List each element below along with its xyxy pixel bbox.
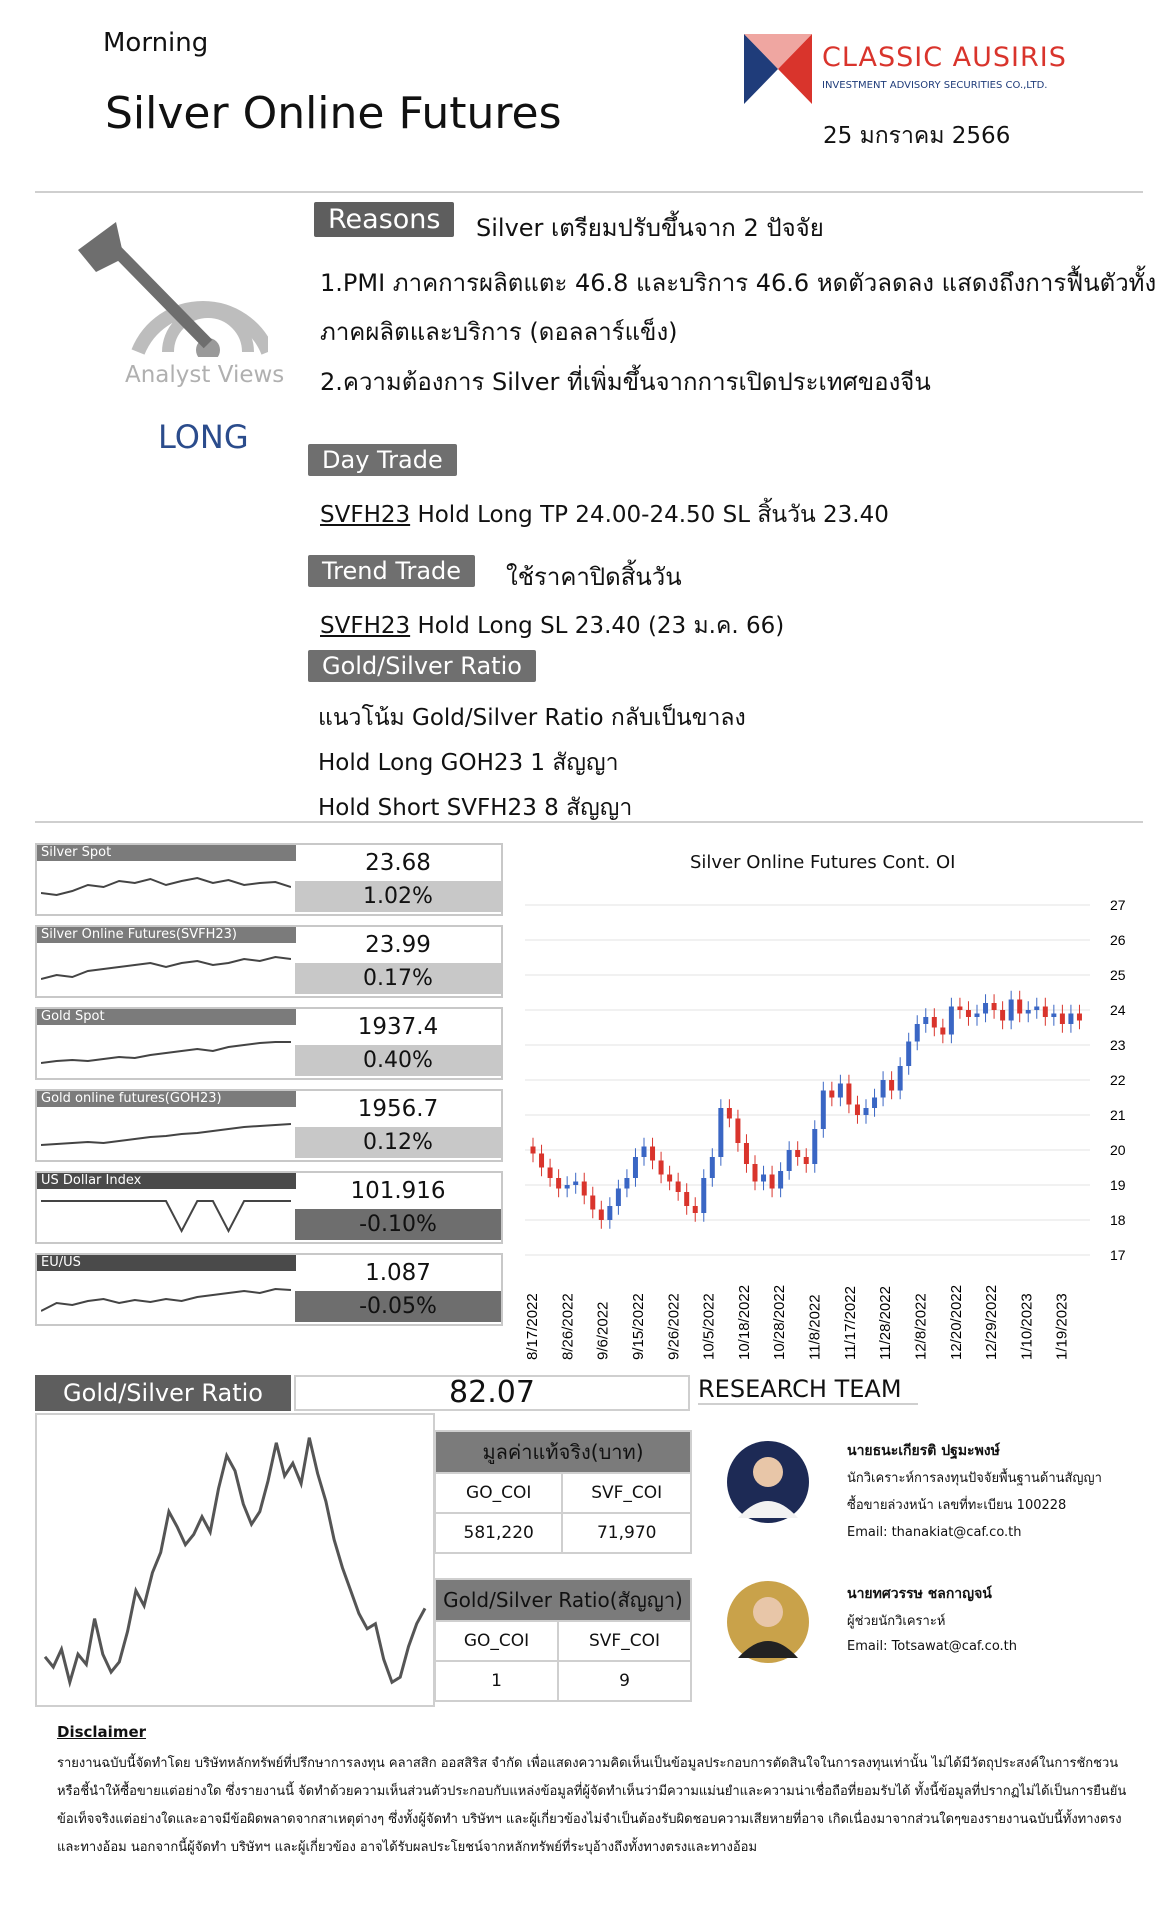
x-tick-label: 1/10/2023: [1018, 1293, 1036, 1360]
candle-body: [718, 1108, 723, 1157]
y-tick-label: 24: [1110, 1002, 1126, 1018]
candle-body: [1043, 1007, 1048, 1018]
panel-change: 0.17%: [295, 963, 501, 994]
member-2-email: Email: Totsawat@caf.co.th: [847, 1639, 1018, 1654]
panel-value: 23.68: [365, 850, 431, 876]
panel-sparkline: [41, 1273, 291, 1321]
candle-body: [915, 1024, 920, 1042]
y-tick-label: 20: [1110, 1142, 1126, 1158]
candle-body: [642, 1147, 647, 1158]
report-period: Morning: [103, 28, 209, 58]
ratio-table-title: Gold/Silver Ratio(สัญญา): [435, 1579, 691, 1621]
reason-1: 1.PMI ภาคการผลิตแตะ 46.8 และบริการ 46.6 หดตัวลดลง แสดงถึงการฟื้นตัวทั้ง: [320, 269, 1157, 297]
trend-trade-text: [320, 608, 784, 644]
candle-body: [898, 1066, 903, 1091]
y-tick-label: 22: [1110, 1072, 1126, 1088]
candle-body: [590, 1196, 595, 1210]
stance-label: LONG: [158, 418, 249, 456]
panel-change: -0.10%: [295, 1209, 501, 1240]
candle-body: [727, 1108, 732, 1119]
candle-body: [992, 1003, 997, 1010]
panel-change: 0.40%: [295, 1045, 501, 1076]
reasons-label: Reasons: [314, 202, 454, 237]
analyst-avatar: [726, 1440, 810, 1524]
x-tick-label: 12/29/2022: [983, 1284, 1001, 1360]
company-name: CLASSIC AUSIRIS: [822, 42, 1067, 73]
y-tick-label: 21: [1110, 1107, 1126, 1123]
candle-body: [829, 1091, 834, 1098]
candle-body: [616, 1189, 621, 1207]
candle-body: [693, 1206, 698, 1213]
candle-body: [932, 1017, 937, 1028]
panel-change: 0.12%: [295, 1127, 501, 1158]
assistant-avatar: [726, 1580, 810, 1664]
day-trade-detail: Hold Long TP 24.00-24.50 SL สิ้นวัน 23.40: [417, 502, 889, 528]
panel-title: US Dollar Index: [37, 1173, 296, 1189]
x-tick-label: 10/18/2022: [735, 1284, 753, 1360]
report-date: 25 มกราคม 2566: [823, 123, 1011, 149]
candle-body: [531, 1147, 536, 1154]
disclaimer-title: Disclaimer: [57, 1723, 147, 1741]
oi-table-header: GO_COI: [435, 1473, 562, 1513]
candle-body: [906, 1042, 911, 1067]
panel-title: EU/US: [37, 1255, 296, 1271]
candle-body: [787, 1150, 792, 1171]
ratio-table-header: SVF_COI: [558, 1621, 691, 1661]
candle-body: [582, 1182, 587, 1196]
candle-body: [659, 1161, 664, 1175]
gs-ratio-line-chart: [35, 1413, 435, 1707]
member-1-role-cont: ซื้อขายล่วงหน้า เลขที่ทะเบียน 100228: [847, 1498, 1067, 1513]
x-tick-label: 10/5/2022: [700, 1293, 718, 1360]
oi-table-cell: 581,220: [435, 1513, 562, 1553]
x-tick-label: 9/26/2022: [665, 1293, 683, 1360]
candle-body: [838, 1084, 843, 1098]
page-title: Silver Online Futures: [105, 88, 562, 139]
candle-body: [735, 1119, 740, 1144]
candle-body: [855, 1105, 860, 1116]
candle-body: [565, 1185, 570, 1189]
candle-body: [548, 1168, 553, 1179]
candle-body: [633, 1157, 638, 1178]
member-1-name: นายธนะเกียรติ ปฐมะพงษ์: [847, 1443, 1000, 1459]
x-tick-label: 9/6/2022: [594, 1301, 612, 1360]
y-tick-label: 27: [1110, 897, 1126, 913]
candle-body: [744, 1143, 749, 1164]
candle-body: [761, 1175, 766, 1182]
candle-body: [957, 1007, 962, 1011]
candle-body: [923, 1017, 928, 1024]
candle-body: [539, 1154, 544, 1168]
company-subtitle: INVESTMENT ADVISORY SECURITIES CO.,LTD.: [822, 80, 1048, 91]
candle-body: [812, 1129, 817, 1164]
divider: [35, 191, 1143, 193]
panel-value: 1956.7: [357, 1096, 439, 1122]
day-trade-label: Day Trade: [308, 444, 457, 476]
market-panel: [35, 925, 503, 998]
panel-change: 1.02%: [295, 881, 501, 912]
panel-value: 23.99: [365, 932, 431, 958]
oi-table-header: SVF_COI: [562, 1473, 691, 1513]
candle-body: [1051, 1014, 1056, 1018]
y-tick-label: 23: [1110, 1037, 1126, 1053]
candle-body: [821, 1091, 826, 1130]
chart-title: Silver Online Futures Cont. OI: [690, 852, 956, 873]
ratio-table-cell: 9: [558, 1661, 691, 1701]
x-tick-label: 12/20/2022: [947, 1284, 965, 1360]
x-tick-label: 11/17/2022: [841, 1286, 859, 1360]
ratio-line-2: Hold Long GOH23 1 สัญญา: [318, 750, 619, 776]
candle-body: [624, 1178, 629, 1189]
panel-change: -0.05%: [295, 1291, 501, 1322]
candle-body: [1017, 1000, 1022, 1014]
y-tick-label: 18: [1110, 1212, 1126, 1228]
candle-body: [667, 1175, 672, 1182]
oi-table-title: มูลค่าแท้จริง(บาท): [435, 1431, 691, 1473]
member-1-email: Email: thanakiat@caf.co.th: [847, 1525, 1022, 1540]
panel-sparkline: [41, 945, 291, 993]
candle-body: [881, 1080, 886, 1098]
disclaimer-text: รายงานฉบับนี้จัดทำโดย บริษัทหลักทรัพย์ที่ปรึกษาการลงทุน คลาสสิก ออสสิริส จำกัด เพื่อแสดงความคิดเห็นเป็นข้อมูลประกอบการตัดสินใจในการลงทุนเท่านั้น ไม่ได้มีวัตถุประสงค์ในการชักชวนหรือชี้นำให้ซื้อขายแต่อย่างใด ซึ่งรายงานนี้ จัดทำด้วยความเห็นส่วนตัวประกอบกับแหล่งข้อมูลที่ผู้จัดทำเห็นว่ามีความแม่นยำและความน่าเชื่อถือที่ยอมรับได้ ทั้งนี้ข้อมูลที่ปรากฏไม่ได้เป็นการยืนยันข้อเท็จจริงแต่อย่างใดและอาจมีข้อผิดพลาดจากสาเหตุต่างๆ ซึ่งทั้งผู้จัดทำ บริษัทฯ และผู้เกี่ยวข้องไม่จำเป็นต้องรับผิดชอบความเสียหายที่อาจ เกิดเนื่องมาจากส่วนใดๆของรายงานฉบับนี้ทั้งทางตรงและทางอ้อม นอกจากนี้ผู้จัดทำ บริษัทฯ และผู้เกี่ยวข้อง อาจได้รับผลประโยชน์จากหลักทรัพย์ที่ระบุอ้างถึงทั้งทางตรงและทางอ้อม: [57, 1756, 1127, 1855]
panel-sparkline: [41, 863, 291, 911]
candle-body: [1000, 1010, 1005, 1021]
candle-body: [753, 1164, 758, 1182]
trend-trade-detail: Hold Long SL 23.40 (23 ม.ค. 66): [417, 613, 785, 639]
trend-trade-note: ใช้ราคาปิดสิ้นวัน: [506, 563, 682, 591]
reason-1-cont: ภาคผลิตและบริการ (ดอลลาร์แข็ง): [320, 318, 678, 346]
ratio-line-1: แนวโน้ม Gold/Silver Ratio กลับเป็นขาลง: [318, 705, 746, 731]
gs-ratio-value: 82.07: [294, 1375, 690, 1411]
day-trade-symbol: SVFH23: [320, 502, 411, 528]
panel-title: Silver Spot: [37, 845, 296, 861]
reasons-headline: Silver เตรียมปรับขึ้นจาก 2 ปัจจัย: [476, 214, 824, 242]
candle-body: [1034, 1007, 1039, 1011]
x-tick-label: 8/17/2022: [524, 1293, 541, 1360]
candle-body: [599, 1210, 604, 1221]
candle-body: [983, 1003, 988, 1014]
candle-body: [889, 1080, 894, 1091]
candle-body: [975, 1014, 980, 1018]
target-icon: [78, 222, 268, 357]
oi-candlestick-chart: [520, 880, 1140, 1360]
y-tick-label: 25: [1110, 967, 1126, 983]
candle-body: [1026, 1010, 1031, 1014]
ratio-table-header: GO_COI: [435, 1621, 558, 1661]
x-tick-label: 10/28/2022: [771, 1284, 789, 1360]
candle-body: [684, 1192, 689, 1206]
gs-ratio-label: Gold/Silver Ratio: [35, 1375, 291, 1411]
research-team-label: RESEARCH TEAM: [698, 1375, 918, 1405]
oi-value-table: [434, 1430, 692, 1554]
company-logo: [744, 34, 812, 104]
market-panel: [35, 1253, 503, 1326]
candle-body: [556, 1178, 561, 1189]
candle-body: [1077, 1014, 1082, 1021]
candle-body: [710, 1157, 715, 1178]
panel-sparkline: [41, 1191, 291, 1239]
member-2-role: ผู้ช่วยนักวิเคราะห์: [847, 1614, 946, 1629]
candle-body: [770, 1175, 775, 1189]
panel-value: 101.916: [350, 1178, 446, 1204]
x-tick-label: 8/26/2022: [559, 1293, 577, 1360]
market-panel: [35, 843, 503, 916]
candle-body: [846, 1084, 851, 1105]
ratio-contract-table: [434, 1578, 692, 1702]
candle-body: [1060, 1014, 1065, 1025]
candle-body: [804, 1157, 809, 1164]
x-tick-label: 12/8/2022: [912, 1293, 930, 1360]
panel-title: Silver Online Futures(SVFH23): [37, 927, 296, 943]
candle-body: [573, 1182, 578, 1186]
trend-trade-label: Trend Trade: [308, 555, 475, 587]
ratio-table-cell: 1: [435, 1661, 558, 1701]
candle-body: [1068, 1014, 1073, 1025]
panel-sparkline: [41, 1027, 291, 1075]
reason-2: 2.ความต้องการ Silver ที่เพิ่มขึ้นจากการเปิดประเทศของจีน: [320, 368, 931, 396]
panel-sparkline: [41, 1109, 291, 1157]
candle-body: [701, 1178, 706, 1213]
candle-body: [872, 1098, 877, 1109]
market-panel: [35, 1171, 503, 1244]
candle-body: [795, 1150, 800, 1157]
candle-body: [949, 1007, 954, 1035]
candle-body: [676, 1182, 681, 1193]
panel-title: Gold Spot: [37, 1009, 296, 1025]
x-tick-label: 11/28/2022: [877, 1286, 895, 1360]
y-tick-label: 17: [1110, 1247, 1126, 1263]
y-tick-label: 26: [1110, 932, 1126, 948]
panel-title: Gold online futures(GOH23): [37, 1091, 296, 1107]
panel-value: 1.087: [365, 1260, 431, 1286]
ratio-series-line: [45, 1438, 425, 1683]
candle-body: [940, 1028, 945, 1035]
x-tick-label: 11/8/2022: [806, 1294, 824, 1360]
candle-body: [966, 1010, 971, 1017]
ratio-line-3: Hold Short SVFH23 8 สัญญา: [318, 795, 633, 821]
member-1-role: นักวิเคราะห์การลงทุนปัจจัยพื้นฐานด้านสัญญา: [847, 1471, 1102, 1486]
divider: [35, 821, 1143, 823]
ratio-label: Gold/Silver Ratio: [308, 650, 536, 682]
x-tick-label: 1/19/2023: [1053, 1293, 1071, 1360]
market-panel: [35, 1007, 503, 1080]
panel-value: 1937.4: [357, 1014, 439, 1040]
candle-body: [864, 1108, 869, 1115]
candle-body: [778, 1171, 783, 1189]
day-trade-text: [320, 497, 889, 533]
oi-table-cell: 71,970: [562, 1513, 691, 1553]
candle-body: [650, 1147, 655, 1161]
analyst-views-label: Analyst Views: [125, 362, 285, 388]
x-tick-label: 9/15/2022: [629, 1293, 647, 1360]
market-panel: [35, 1089, 503, 1162]
candle-body: [607, 1206, 612, 1220]
candle-body: [1009, 1000, 1014, 1021]
member-2-name: นายทศวรรษ ชลกาญจน์: [847, 1586, 992, 1602]
trend-trade-symbol: SVFH23: [320, 613, 411, 639]
y-tick-label: 19: [1110, 1177, 1126, 1193]
